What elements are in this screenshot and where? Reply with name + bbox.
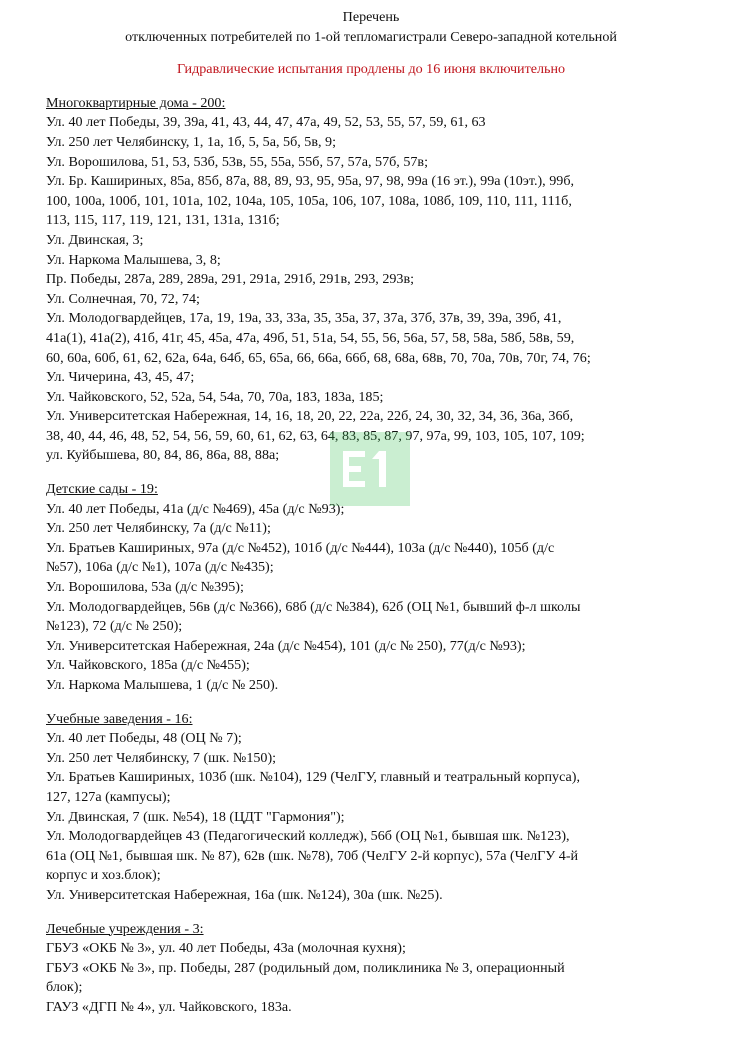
section-heading: Лечебные учреждения - 3:	[46, 920, 204, 937]
section-1	[46, 480, 696, 696]
section-line: Ул. Братьев Кашириных, 97а (д/с №452), 101б (д/с №444), 103а (д/с №440), 105б (д/с	[46, 539, 555, 556]
section-line: Ул. Чайковского, 52, 52а, 54, 54а, 70, 70а, 183, 183а, 185;	[46, 388, 384, 405]
section-line: Ул. Наркома Малышева, 1 (д/с № 250).	[46, 677, 279, 693]
section-0	[46, 94, 696, 466]
document-subtitle: отключенных потребителей по 1-ой тепломагистрали Северо-западной котельной	[125, 28, 617, 45]
section-line: Ул. 40 лет Победы, 48 (ОЦ № 7);	[46, 730, 242, 747]
section-line: Ул. Молодогвардейцев, 56в (д/с №366), 68б (д/с №384), 62б (ОЦ №1, бывший ф-л школы	[46, 598, 581, 615]
section-heading: Многоквартирные дома - 200:	[46, 94, 226, 111]
section-line: Ул. Молодогвардейцев, 17а, 19, 19а, 33, 33а, 35, 35а, 37, 37а, 37б, 37в, 39, 39а, 39б, 41,	[46, 310, 562, 327]
section-line: №57), 106а (д/с №1), 107а (д/с №435);	[46, 559, 274, 576]
section-line: 41а(1), 41а(2), 41б, 41г, 45, 45а, 47а, 49б, 51, 51а, 54, 55, 56, 56а, 57, 58, 58а, 58б, 58в, 59,	[46, 329, 575, 346]
section-line: Ул. Солнечная, 70, 72, 74;	[46, 290, 200, 307]
section-line: ГАУЗ «ДГП № 4», ул. Чайковского, 183а.	[46, 998, 292, 1015]
section-line: Ул. Чайковского, 185а (д/с №455);	[46, 657, 250, 674]
section-line: ул. Куйбышева, 80, 84, 86, 86а, 88, 88а;	[46, 447, 280, 464]
section-heading: Учебные заведения - 16:	[46, 710, 193, 727]
section-line: Пр. Победы, 287а, 289, 289а, 291, 291а, 291б, 291в, 293, 293в;	[46, 271, 415, 288]
section-line: 38, 40, 44, 46, 48, 52, 54, 56, 59, 60, 61, 62, 63, 64, 83, 85, 87, 97, 97а, 99, 103, 105, 107, 109;	[46, 427, 585, 444]
section-2	[46, 710, 696, 906]
section-line: ГБУЗ «ОКБ № 3», ул. 40 лет Победы, 43а (молочная кухня);	[46, 940, 406, 957]
section-line: Ул. 250 лет Челябинску, 7а (д/с №11);	[46, 520, 271, 537]
section-line: Ул. Университетская Набережная, 14, 16, 18, 20, 22, 22а, 22б, 24, 30, 32, 34, 36, 36а, 36б,	[46, 408, 574, 425]
section-line: блок);	[46, 979, 83, 996]
section-line: Ул. Ворошилова, 51, 53, 53б, 53в, 55, 55а, 55б, 57, 57а, 57б, 57в;	[46, 153, 429, 170]
section-line: Ул. Университетская Набережная, 16а (шк. №124), 30а (шк. №25).	[46, 886, 443, 903]
section-heading: Детские сады - 19:	[46, 481, 158, 498]
section-line: Ул. Чичерина, 43, 45, 47;	[46, 369, 195, 386]
section-line: Ул. Двинская, 7 (шк. №54), 18 (ЦДТ "Гармония");	[46, 808, 345, 825]
section-line: 113, 115, 117, 119, 121, 131, 131а, 131б;	[46, 212, 280, 229]
section-line: Ул. 40 лет Победы, 41а (д/с №469), 45а (д/с №93);	[46, 500, 345, 517]
consumer-sections	[46, 94, 696, 1018]
section-line: Ул. 40 лет Победы, 39, 39а, 41, 43, 44, 47, 47а, 49, 52, 53, 55, 57, 59, 61, 63	[46, 114, 486, 131]
section-line: Ул. 250 лет Челябинску, 1, 1а, 1б, 5, 5а, 5б, 5в, 9;	[46, 133, 337, 150]
section-3	[46, 920, 696, 1018]
section-line: 100, 100а, 100б, 101, 101а, 102, 104а, 105, 105а, 106, 107, 108а, 108б, 109, 110, 111, 111б,	[46, 192, 572, 209]
e1-logo-icon	[341, 447, 399, 491]
section-line: Ул. Молодогвардейцев 43 (Педагогический колледж), 56б (ОЦ №1, бывшая шк. №123),	[46, 828, 570, 845]
section-line: Ул. 250 лет Челябинску, 7 (шк. №150);	[46, 749, 277, 766]
e1-watermark-logo	[330, 432, 410, 506]
section-line: 61а (ОЦ №1, бывшая шк. № 87), 62в (шк. №78), 70б (ЧелГУ 2-й корпус), 57а (ЧелГУ 4-й	[46, 847, 579, 864]
section-line: ГБУЗ «ОКБ № 3», пр. Победы, 287 (родильный дом, поликлиника № 3, операционный	[46, 959, 565, 976]
section-line: №123), 72 (д/с № 250);	[46, 618, 183, 635]
section-line: Ул. Братьев Кашириных, 103б (шк. №104), 129 (ЧелГУ, главный и театральный корпуса),	[46, 769, 580, 786]
section-line: Ул. Ворошилова, 53а (д/с №395);	[46, 579, 244, 596]
section-line: 127, 127а (кампусы);	[46, 788, 171, 805]
extension-notice: Гидравлические испытания продлены до 16 июня включительно	[176, 61, 566, 78]
section-line: Ул. Университетская Набережная, 24а (д/с №454), 101 (д/с № 250), 77(д/с №93);	[46, 637, 526, 654]
section-line: Ул. Наркома Малышева, 3, 8;	[46, 251, 221, 268]
section-line: Ул. Бр. Кашириных, 85а, 85б, 87а, 88, 89, 93, 95, 95а, 97, 98, 99а (16 эт.), 99а (10эт.), 99б,	[46, 173, 575, 190]
document-title: Перечень	[342, 9, 400, 25]
section-line: Ул. Двинская, 3;	[46, 231, 144, 248]
section-line: корпус и хоз.блок);	[46, 867, 161, 884]
section-line: 60, 60а, 60б, 61, 62, 62а, 64а, 64б, 65, 65а, 66, 66а, 66б, 68, 68а, 68в, 70, 70а, 70в, 70г, 74, 76;	[46, 349, 591, 366]
